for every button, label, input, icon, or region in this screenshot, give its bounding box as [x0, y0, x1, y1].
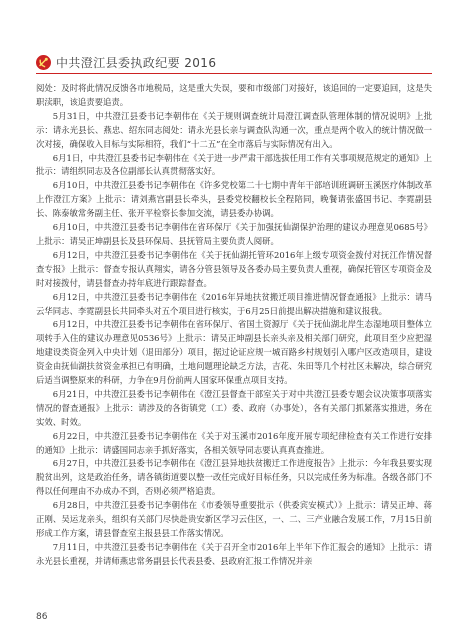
- paragraph: 6月12日，中共澄江县委书记李朝伟在《关于抚仙湖托管环2016年上级专项资金拨付对抚江作情况督查专报》上批示：督查专报认真翔实，请各分管县领导及各委办局主要负责人重视，确保托管区专项资金及时对接拨付，请县督查办持年底进行跟踪督查。: [36, 249, 432, 288]
- header-divider: [36, 73, 432, 74]
- paragraph: 6月1日，中共澄江县委书记李朝伟在《关于进一步严肃干部选拔任用工作有关事项规范规定的通知》上批示：请组织同志及各位副部长认真贯彻落实好。: [36, 152, 432, 177]
- paragraph: 6月12日，中共澄江县委书记李朝伟在《2016年异地扶贫搬迁项目推进情况督查通报》上批示：请马云华同志、李霓副县长共同牵头对五个项目进行核实，于6月25日前提出解决措施和建议报我。: [36, 291, 432, 316]
- paragraph: 5月31日，中共澄江县委书记李朝伟在《关于规则调查统计局澄江调查队管理体制的情况说明》上批示：请永光县长、燕忠、绍东同志阅处：请永光县长亲与调查队沟通一次，重点是两个收入的统计情况做一次对接，确保收入目标与实际相符，我们“十二五”在全市落后与实际情况有出入。: [36, 110, 432, 149]
- paragraph: 6月21日，中共澄江县委书记李朝伟在《澄江县督查干部室关于对中共澄江县委专题会议决策事项落实情况的督查通报》上批示：请涉及的各街镇党（工）委、政府（办事处），各有关部门抓紧落实推进，务在实效、时效。: [36, 388, 432, 427]
- paragraph: 阅处：及时将此情况反馈各市地税局，这是重大失误，要和市级部门对接好，该追回的一定要追回，这是失职渎职，该追责要追责。: [36, 83, 432, 107]
- paragraph: 6月22日，中共澄江县委书记李朝伟在《关于对玉溪市2016年度开展专项纪律检查有关工作进行安排的通知》上批示：请盛国同志亲手抓好落实，各相关领导同志要认真真查推进。: [36, 430, 432, 455]
- running-header: [36, 52, 432, 76]
- paragraph: 6月28日，中共澄江县委书记李朝伟在《市委领导重要批示（供委宾安模式）》上批示：请吴正坤、蒋正刚、吴运龙亲头，组织有关部门尽快赴贵安新区学习云住区，一、二、三产业融合发展工作，7月15日前形成工作方案，请县督查室主报县县工作落实情况。: [36, 500, 432, 538]
- party-emblem-icon: [36, 55, 51, 70]
- paragraph: 6月10日，中共澄江县委书记李朝伟在省环保厅《关于加强抚仙湖保护治理的建议办理意见0685号》上批示：请吴正坤副县长及县环保局、县抚管局主要负责人阅研。: [36, 222, 432, 246]
- paragraph: 6月12日，中共澄江县委书记李朝伟在省环保厅、省国土资源厅《关于抚仙湖北岸生态湿地项目整体立项转手入住的建议办理意见0536号》上批示：请吴正坤副县长亲头亲及相关部门研究，此项目至少应把湿地建设类资金列入中央计划（退田部分）项目，据过论证应规一城百路乡村规划引入哪户区改造项目，建设资金由抚仙湖扶贫资金承担已有明确，土地问题理论缺乏方法，吉花、朱田等几个村社区未解决，综合研究后适当调整原来的科研，力争在9月份前两人国家环保重点项目支持。: [36, 319, 432, 386]
- paragraph: 7月11日，中共澄江县委书记李朝伟在《关于召开全市2016年上半年下作汇报会的通知》上批示：请永光县长重视，并请师燕忠常务副县长代表县委、县政府汇报工作情况并亲: [36, 541, 432, 566]
- document-body: [36, 82, 432, 569]
- header-title: 中共澄江县委执政纪要 2016: [56, 56, 217, 70]
- paragraph: 6月27日，中共澄江县委书记李朝伟在《澄江县异地扶贫搬迁工作进度报告》上批示：今年我县要实现脱贫出列，这是政治任务，请各镇街道要以整一改任完成好目标任务，只以完成任务为标准。各级各部门不得以任何理由不办成办不到，否则必须严格追责。: [36, 458, 432, 497]
- page-number: 86: [36, 612, 48, 622]
- paragraph: 6月10日，中共澄江县委书记李朝伟在《许多党校第二十七期中青年干部培训班调研玉溪医疗体制改革上作澄江方案》上批示：请刘燕宫副县长牵头，县委党校翻校长全程陪同，晚餐请张盛国书记、李霓副县长、陈泰敏常务副主任、张开平检察长参加交流，请县委办协调。: [36, 180, 432, 219]
